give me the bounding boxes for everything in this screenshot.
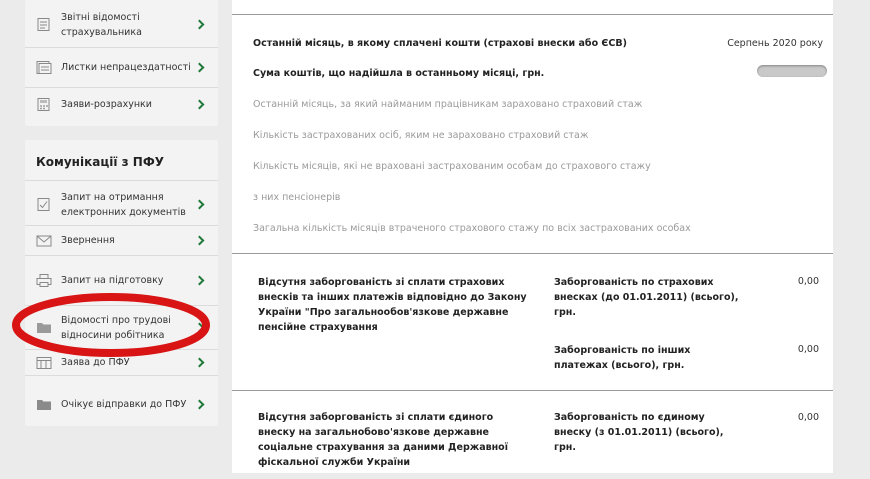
sidebar-item-document-request[interactable] bbox=[25, 184, 218, 226]
last-month-sum-label: Сума коштів, що надійшла в останньому місяці, грн. bbox=[253, 68, 545, 79]
sidebar-item-reports[interactable] bbox=[25, 2, 218, 48]
stats-row: Кількість застрахованих осіб, яким не зараховано страховий стаж bbox=[253, 130, 589, 141]
chevron-right-icon bbox=[195, 200, 205, 210]
last-paid-month-value: Серпень 2020 року bbox=[727, 38, 823, 49]
stats-row: з них пенсіонерів bbox=[253, 192, 341, 203]
calculator-icon bbox=[36, 98, 52, 111]
divider bbox=[232, 253, 833, 254]
sidebar-item-prep-request[interactable] bbox=[25, 256, 218, 306]
stats-row: Кількість місяців, які не враховані застрахованим особам до страхового стажу bbox=[253, 161, 651, 172]
chevron-right-icon bbox=[195, 399, 205, 409]
debt-block-label: Відсутня заборгованість зі сплати єдиного внеску на загальнобово'язкове державне соціальне страхування за даними Державної фіскальної служби України bbox=[258, 412, 508, 468]
sidebar-item-label: Запит на підготовку bbox=[61, 275, 164, 286]
calendar-icon bbox=[36, 356, 52, 369]
folder-icon bbox=[36, 398, 52, 411]
sidebar bbox=[0, 0, 228, 479]
reports-card bbox=[25, 0, 218, 126]
debt-block-label: Відсутня заборгованість зі сплати страхових внесків та інших платежів відповідно до Закону України "Про загальнообов'язкове державне пенсійне страхування bbox=[258, 277, 527, 333]
sidebar-item-label: Запит на отримання електронних документів bbox=[61, 191, 186, 218]
sidebar-item-sick-leave[interactable] bbox=[25, 48, 218, 88]
chevron-right-icon bbox=[195, 276, 205, 286]
sidebar-item-pfu-application[interactable] bbox=[25, 350, 218, 376]
request-icon bbox=[36, 198, 52, 211]
stats-row: Останній місяць, за який найманим працівникам зараховано страховий стаж bbox=[253, 99, 643, 110]
sidebar-item-employment-info[interactable] bbox=[25, 306, 218, 350]
chevron-right-icon bbox=[195, 63, 205, 73]
debt-entry-label: Заборгованість по єдиному внеску (з 01.01.2011) (всього), грн. bbox=[554, 412, 724, 453]
last-paid-month-label: Останній місяць, в якому сплачені кошти (страхові внески або ЄСВ) bbox=[253, 38, 627, 49]
sidebar-item-label: Звітні відомості страхувальника bbox=[61, 11, 142, 38]
sidebar-item-applications[interactable] bbox=[25, 88, 218, 120]
section-title: Комунікації з ПФУ bbox=[36, 155, 164, 169]
debt-entry-value: 0,00 bbox=[797, 276, 819, 287]
sidebar-item-label: Звернення bbox=[61, 235, 115, 246]
chevron-right-icon bbox=[195, 236, 205, 246]
stats-row: Загальна кількість місяців втраченого страхового стажу по всіх застрахованих особах bbox=[253, 223, 691, 234]
communications-card bbox=[25, 140, 218, 426]
envelope-icon bbox=[36, 234, 52, 247]
chevron-right-icon bbox=[195, 358, 205, 368]
main-panel bbox=[232, 0, 833, 473]
sidebar-item-label: Заява до ПФУ bbox=[61, 357, 130, 368]
chevron-right-icon bbox=[195, 20, 205, 30]
sidebar-item-label: Листки непрацездатності bbox=[61, 62, 191, 73]
redacted-value bbox=[757, 65, 827, 77]
debt-entry-value: 0,00 bbox=[797, 344, 819, 355]
divider bbox=[232, 14, 833, 15]
debt-entry-label: Заборгованість по інших платежах (всього), грн. bbox=[554, 345, 691, 371]
folder-icon bbox=[36, 321, 52, 334]
sidebar-item-pending-send[interactable] bbox=[25, 390, 218, 418]
debt-entry-value: 0,00 bbox=[797, 412, 819, 423]
sidebar-item-label: Заяви-розрахунки bbox=[61, 98, 152, 110]
sheet-icon bbox=[36, 61, 52, 74]
sidebar-item-label: Очікує відправки до ПФУ bbox=[61, 398, 187, 410]
divider bbox=[25, 180, 218, 181]
chevron-right-icon bbox=[195, 99, 205, 109]
sidebar-item-appeals[interactable] bbox=[25, 226, 218, 256]
divider bbox=[232, 390, 833, 391]
printer-icon bbox=[36, 274, 52, 287]
chevron-right-icon bbox=[195, 323, 205, 333]
sidebar-item-label: Відомості про трудові відносини робітника bbox=[61, 314, 171, 341]
debt-entry-label: Заборгованість по страхових внесках (до 01.01.2011) (всього), грн. bbox=[554, 277, 739, 318]
document-icon bbox=[36, 18, 52, 31]
